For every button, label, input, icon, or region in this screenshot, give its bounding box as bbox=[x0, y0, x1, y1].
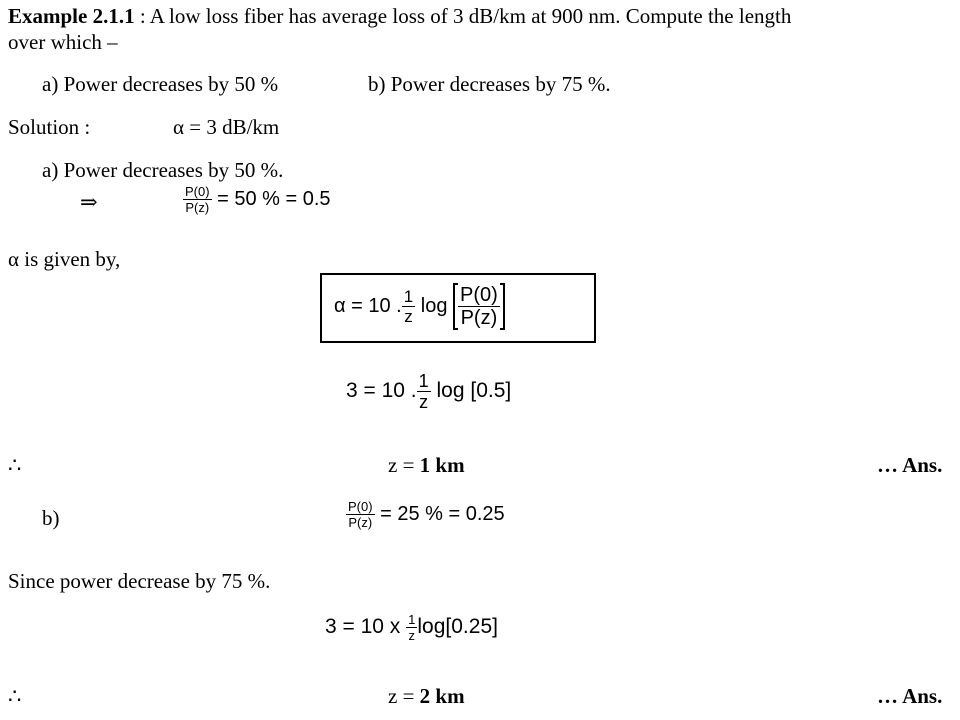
result-b-value: 2 km bbox=[419, 684, 465, 708]
part-a-question: a) Power decreases by 50 % bbox=[42, 72, 279, 96]
eq2-one: 1 bbox=[408, 612, 416, 627]
ans-label-a: … Ans. bbox=[877, 453, 943, 477]
ratio-b-equation bbox=[346, 500, 505, 529]
problem-statement-line1 bbox=[8, 6, 791, 27]
formula-log: log bbox=[420, 294, 448, 317]
alpha-given-by: α is given by, bbox=[8, 247, 121, 271]
eq1-one: 1 bbox=[418, 371, 429, 391]
ratio-denominator: P(z) bbox=[185, 200, 210, 215]
alpha-formula bbox=[334, 283, 505, 330]
ratio-b-fraction bbox=[346, 500, 375, 529]
formula-lhs: α = 10 . bbox=[334, 294, 402, 317]
result-a-prefix: z = bbox=[388, 453, 420, 477]
eq2-z: z bbox=[408, 628, 416, 643]
statement-text: : A low loss fiber has average loss of 3 dB/km at 900 nm. Compute the length bbox=[134, 4, 792, 28]
formula-p0: P(0) bbox=[460, 284, 498, 306]
given-alpha: α = 3 dB/km bbox=[173, 115, 280, 139]
eq2-inverse-z bbox=[406, 613, 417, 642]
solution-label: Solution : bbox=[8, 115, 91, 139]
therefore-a: ∴ bbox=[8, 453, 22, 477]
ratio-b-denominator: P(z) bbox=[348, 515, 373, 530]
ans-label-b: … Ans. bbox=[877, 684, 943, 708]
eq1-lhs: 3 = 10 . bbox=[346, 379, 417, 403]
therefore-b: ∴ bbox=[8, 684, 22, 708]
formula-inverse-z bbox=[402, 288, 415, 325]
equation-1 bbox=[346, 372, 511, 411]
formula-bracket bbox=[453, 283, 505, 330]
formula-z: z bbox=[404, 307, 413, 326]
ratio-a-fraction bbox=[183, 185, 212, 214]
formula-one: 1 bbox=[403, 287, 414, 306]
part-b-label: b) bbox=[42, 506, 60, 530]
implies-arrow: ⇒ bbox=[80, 190, 98, 214]
result-b bbox=[388, 686, 465, 707]
problem-statement-line2: over which – bbox=[8, 30, 118, 54]
ratio-a-equation bbox=[183, 185, 331, 214]
part-b-question: b) Power decreases by 75 %. bbox=[368, 72, 611, 96]
part-a-heading: a) Power decreases by 50 %. bbox=[42, 158, 284, 182]
eq1-z: z bbox=[419, 392, 429, 412]
since-line: Since power decrease by 75 %. bbox=[8, 569, 271, 593]
eq2-rest: log[0.25] bbox=[417, 615, 498, 639]
ratio-numerator: P(0) bbox=[185, 184, 210, 199]
equation-2 bbox=[325, 613, 498, 642]
result-a-value: 1 km bbox=[419, 453, 465, 477]
ratio-a-value: = 50 % = 0.5 bbox=[217, 187, 331, 210]
eq2-lhs: 3 = 10 x bbox=[325, 615, 401, 639]
ratio-b-value: = 25 % = 0.25 bbox=[380, 502, 505, 525]
eq1-rest: log [0.5] bbox=[436, 379, 512, 403]
formula-pz: P(z) bbox=[460, 307, 498, 329]
result-a bbox=[388, 455, 465, 476]
eq1-inverse-z bbox=[417, 372, 431, 411]
example-title: Example 2.1.1 bbox=[8, 4, 135, 28]
result-b-prefix: z = bbox=[388, 684, 420, 708]
ratio-b-numerator: P(0) bbox=[348, 499, 373, 514]
formula-power-ratio bbox=[458, 285, 500, 328]
